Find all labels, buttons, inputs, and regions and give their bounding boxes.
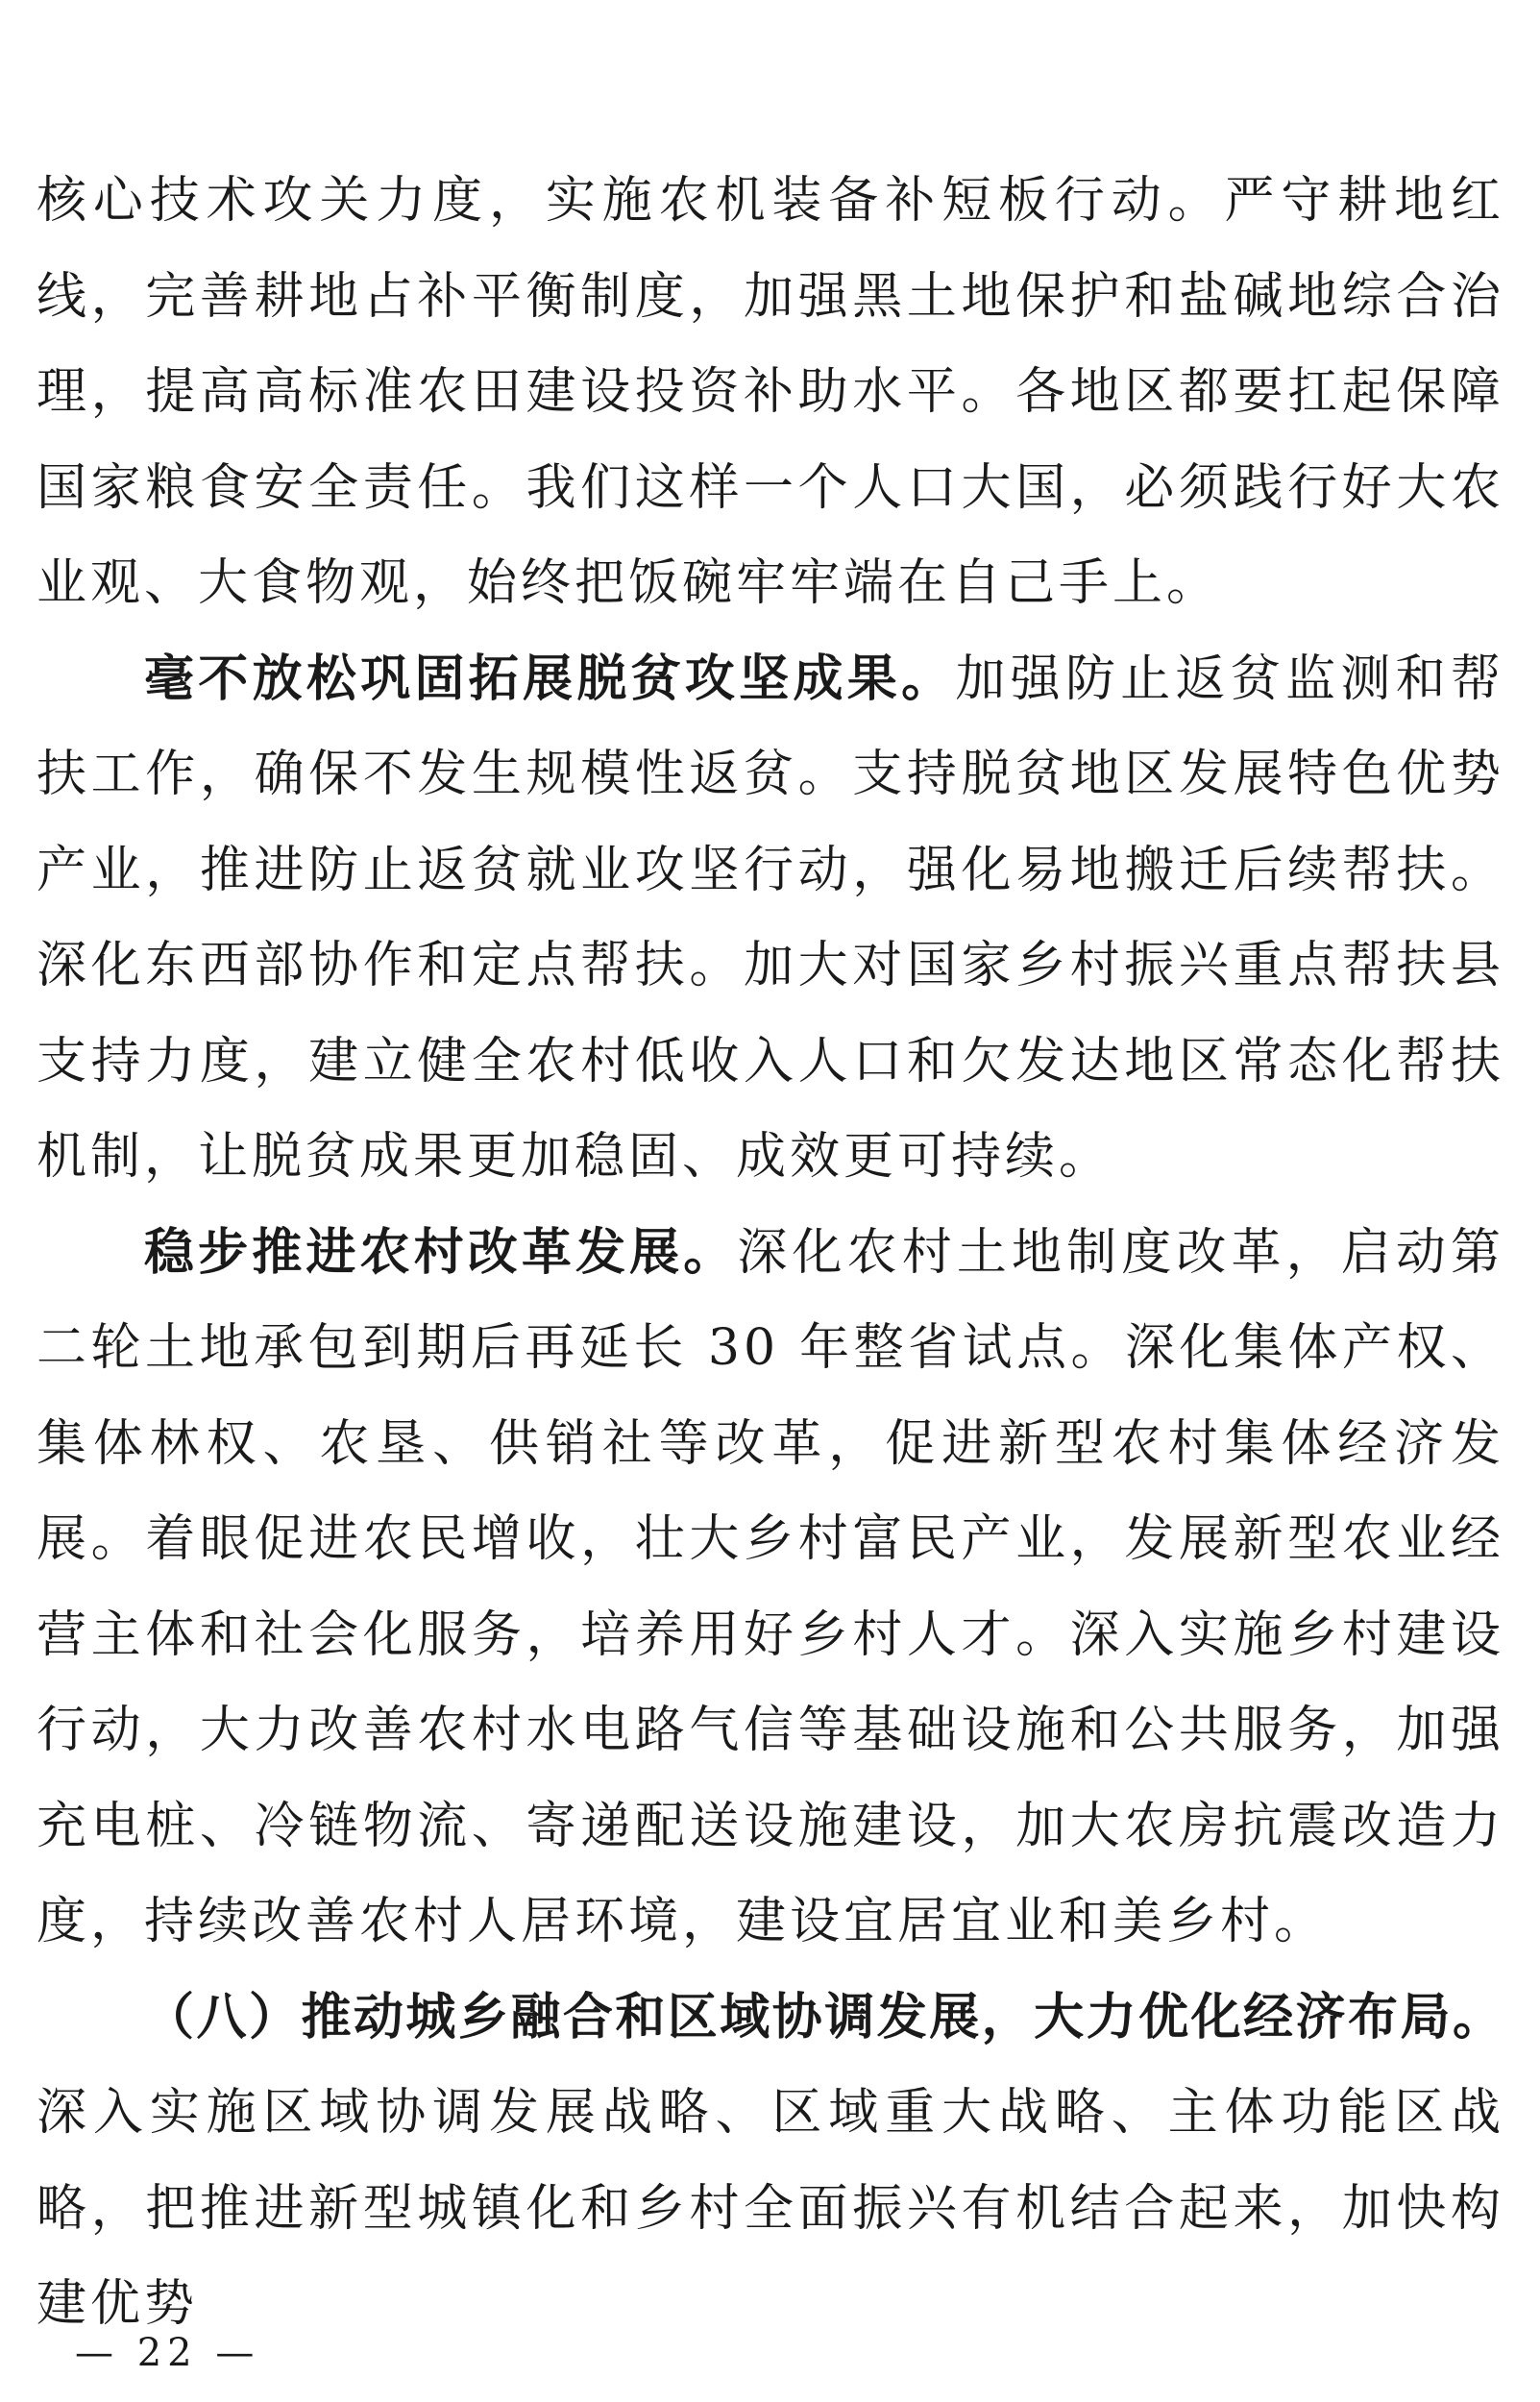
paragraph-farmland-text: 核心技术攻关力度，实施农机装备补短板行动。严守耕地红线，完善耕地占补平衡制度，加强黑土地保护和盐碱地综合治理，提高高标准农田建设投资补助水平。各地区都要扛起保障国家粮食安全责任。我们这样一个人口大国，必须践行好大农业观、大食物观，始终把饭碗牢牢端在自己手上。 xyxy=(37,172,1504,612)
section-heading-eight: （八）推动城乡融合和区域协调发展，大力优化经济布局。 xyxy=(144,1988,1504,2047)
document-body xyxy=(37,154,1504,2353)
paragraph-poverty-alleviation xyxy=(37,632,1504,1206)
page-number: — 22 — xyxy=(75,2331,260,2375)
paragraph-poverty-alleviation-heading: 毫不放松巩固拓展脱贫攻坚成果。 xyxy=(144,650,956,708)
paragraph-poverty-alleviation-text: 加强防止返贫监测和帮扶工作，确保不发生规模性返贫。支持脱贫地区发展特色优势产业，推进防止返贫就业攻坚行动，强化易地搬迁后续帮扶。深化东西部协作和定点帮扶。加大对国家乡村振兴重点帮扶县支持力度，建立健全农村低收入人口和欠发达地区常态化帮扶机制，让脱贫成果更加稳固、成效更可持续。 xyxy=(37,650,1504,1186)
paragraph-regional-development xyxy=(37,1971,1504,2353)
paragraph-rural-reform-text: 深化农村土地制度改革，启动第二轮土地承包到期后再延长 30 年整省试点。深化集体产权、集体林权、农垦、供销社等改革，促进新型农村集体经济发展。着眼促进农民增收，壮大乡村富民产业，发展新型农业经营主体和社会化服务，培养用好乡村人才。深入实施乡村建设行动，大力改善农村水电路气信等基础设施和公共服务，加强充电桩、冷链物流、寄递配送设施建设，加大农房抗震改造力度，持续改善农村人居环境，建设宜居宜业和美乡村。 xyxy=(37,1223,1504,1950)
paragraph-regional-development-text: 深入实施区域协调发展战略、区域重大战略、主体功能区战略，把推进新型城镇化和乡村全面振兴有机结合起来，加快构建优势 xyxy=(37,2084,1504,2333)
paragraph-farmland xyxy=(37,154,1504,632)
paragraph-rural-reform xyxy=(37,1206,1504,1971)
paragraph-rural-reform-heading: 稳步推进农村改革发展。 xyxy=(144,1223,738,1282)
